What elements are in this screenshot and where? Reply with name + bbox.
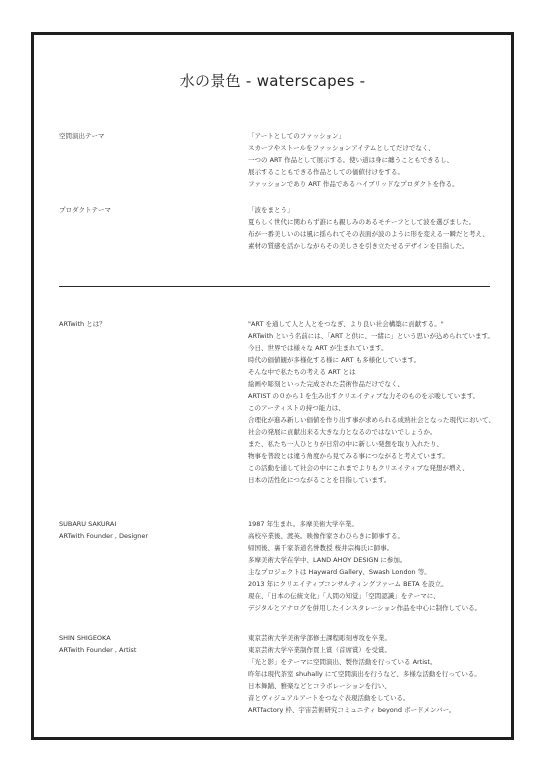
body-line: 一つの ART 作品として展示する。使い道は身に纏うこともできるし、	[248, 156, 454, 164]
body-line: 昨年は現代茶室 shuhally にて空間演出を行うなど、多様な活動を行っている。	[248, 670, 481, 678]
body-line: 1987 年生まれ。多摩美術大学卒業。	[248, 520, 358, 528]
body-line: そんな中で私たちの考える ART とは	[248, 368, 356, 376]
body-line: 物事を普段とは違う角度から見てみる事につながると考えています。	[248, 452, 449, 460]
body-line: デジタルとアナログを併用したインスタレーション作品を中心に制作している。	[248, 604, 482, 612]
body-line: 展示することもできる作品としての価値付けをする。	[248, 168, 404, 176]
label-line: SUBARU SAKURAI	[59, 520, 117, 528]
body-line: ARTfactory 枠、宇宙芸術研究コミュニティ beyond ボードメンバー。	[248, 706, 456, 714]
section-label	[59, 632, 219, 656]
label-line: ARTwith Founder , Artist	[59, 646, 137, 654]
body-line: 主なプロジェクトは Hayward Gallery、Swash London 等。	[248, 568, 431, 576]
section-label	[59, 204, 219, 216]
label-line: 空間演出テーマ	[59, 132, 105, 140]
section-label	[59, 318, 219, 330]
body-line: 日本の活性化につながることを目指しています。	[248, 476, 391, 484]
body-line: このアーティストの持つ能力は、	[248, 404, 345, 412]
section-body	[248, 632, 491, 716]
body-line: 多摩美術大学在学中、LAND AHOY DESIGN に参加。	[248, 556, 407, 564]
section-divider	[59, 286, 490, 287]
section-body	[248, 518, 491, 614]
body-line: 「波をまとう」	[248, 206, 294, 214]
section-label	[59, 518, 219, 542]
section-label	[59, 130, 219, 142]
section-body	[248, 130, 491, 190]
body-line: "ART を通して人と人とをつなぎ、より良い社会構築に貢献する。"	[248, 320, 444, 328]
body-line: 帰国後、裏千家茶道名誉教授 桜井宗梅氏に師事。	[248, 544, 394, 552]
body-line: 日本舞踊、雅楽などとコラボレーションを行い、	[248, 682, 391, 690]
body-line: 素材の質感を活かしながらその美しさを引き立たせるデザインを目指した。	[248, 242, 469, 250]
body-line: 時代の価値観が多様化する様に ART も多様化しています。	[248, 356, 421, 364]
body-line: 音とヴィジュアルアートをつなぐ表現活動をしている。	[248, 694, 410, 702]
body-line: スカーフやストールをファッションアイテムとしてだけでなく、	[248, 144, 435, 152]
body-line: ファッションであり ART 作品であるハイブリッドなプロダクトを作る。	[248, 180, 459, 188]
body-line: 現在、「日本の伝統文化」「人間の知覚」「空間認識」をテーマに、	[248, 592, 440, 600]
body-line: 合理化が進み新しい価値を作り出す事が求められる成熟社会となった現代において、	[248, 416, 495, 424]
body-line: 社会の発展に貢献出来る大きな力となるのではないでしょうか。	[248, 428, 437, 436]
label-line: SHIN SHIGEOKA	[59, 634, 111, 642]
page-title: 水の景色 - waterscapes -	[179, 72, 366, 90]
body-line: ARTIST の０から１を生み出すクリエイティブな力そのものを示唆しています。	[248, 392, 480, 400]
body-line: 絵画や彫刻といった完成された芸術作品だけでなく、	[248, 380, 404, 388]
body-line: また、私たち一人ひとりが日常の中に新しい発想を取り入れたり、	[248, 440, 443, 448]
label-line: ARTwith とは？	[59, 320, 106, 328]
body-line: 東京芸術大学美術学部修士課程彫刻専攻を卒業。	[248, 634, 391, 642]
document-page	[31, 32, 514, 740]
body-line: 夏らしく世代に関わらず誰にも親しみのあるモチーフとして波を選びました。	[248, 218, 476, 226]
body-line: 高校卒業後、渡英。映像作家さわひらきに師事する。	[248, 532, 404, 540]
section-body	[248, 318, 495, 486]
body-line: 「アートとしてのファッション」	[248, 132, 346, 140]
body-line: ARTwith という名前には、「ART と供に、一緒に」という思いが込められています。	[248, 332, 494, 340]
body-line: 2013 年にクリエイティブコンサルティングファーム BETA を設立。	[248, 580, 448, 588]
body-line: 今日、世界では様々な ART が生まれています。	[248, 344, 388, 352]
body-line: 布が一番美しいのは風に揺られてその表面が波のように形を変える一瞬だと考え、	[248, 230, 489, 238]
section-body	[248, 204, 491, 252]
label-line: プロダクトテーマ	[59, 206, 111, 214]
body-line: この活動を通して社会の中にこれまでよりもクリエイティブな発想が増え、	[248, 464, 469, 472]
label-line: ARTwith Founder , Designer	[59, 532, 149, 540]
body-line: 「光と影」をテーマに空間演出、製作活動を行っている Artist。	[248, 658, 437, 666]
body-line: 東京芸術大学卒業制作買上賞（首席賞）を受賞。	[248, 646, 391, 654]
